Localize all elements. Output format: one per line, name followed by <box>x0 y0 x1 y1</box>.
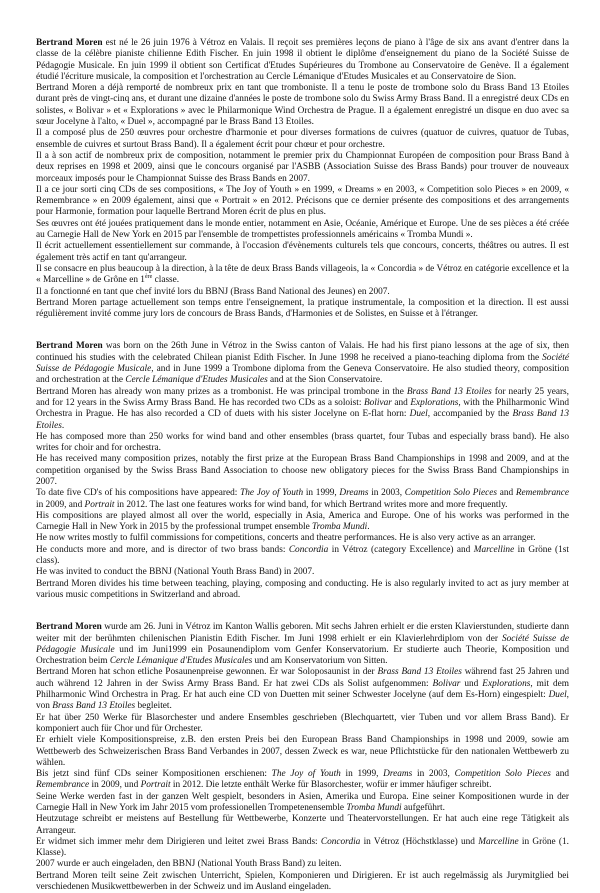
text-run: He was invited to conduct the BBNJ (National Youth Brass Band) in 2007. <box>36 567 315 578</box>
text-run: ère <box>144 274 153 281</box>
work-title: Cercle Lémanique d'Etudes Musicales <box>125 375 268 386</box>
work-title: Dreams <box>339 488 369 499</box>
text-run: and <box>391 397 411 408</box>
text-run: in 2012. The last one features works for wind band, for which Bertrand writes more and more frequently. <box>114 499 508 510</box>
text-run: He has composed more than 250 works for wind band and other ensembles (brass quartet, four Tubas and especially brass band). He also writes for choir and for orchestra. <box>36 431 569 454</box>
text-run: and at the Sion Conservatoire. <box>267 375 383 386</box>
text-run: während fast 25 Jahren und auch während 12 Jahren in der Swiss Army Brass Band. Er hat zwei CDs als Solist aufgenommen: <box>36 667 569 689</box>
text-segment <box>36 488 569 511</box>
text-run: Il a fonctionné en tant que chef invité lors du BBNJ (Brass Band National des Jeunes) en 2007. <box>36 286 390 297</box>
text-segment <box>36 837 569 860</box>
work-title: Competition Solo Pieces <box>454 769 551 780</box>
text-run: Ses œuvres ont été jouées pratiquement dans le monde entier, notamment en Asie, Océanie, Amérique et Europe. Une de ses pièces a été créée au Carnegie Hall de New York en 2015 par l'ensemble de trompettistes professionnels américains « Tromba Mundi ». <box>36 218 569 241</box>
document-body <box>36 38 569 893</box>
text-segment <box>36 859 569 870</box>
text-segment <box>36 341 569 386</box>
text-run: Il écrit actuellement essentiellement sur commande, à l'occasion d'évènements culturels tels que concours, concerts, théâtres ou autres. Il est également très actif en tant qu'arrangeur. <box>36 241 569 263</box>
text-segment <box>36 667 569 712</box>
text-run: was born on the 26th June in Vétroz in the Swiss canton of Valais. He had his first piano lessons at the age of six, then continued his studies with the celebrated Chilean pianist Edith Fischer. In June 1998 he received a piano-teaching diploma from the <box>36 341 570 363</box>
work-title: Brass Band 13 Etoiles <box>36 409 569 431</box>
work-title: Société Suisse de Pédagogie Musicale <box>36 352 569 375</box>
text-run: Il a composé plus de 250 œuvres pour orchestre d'harmonie et pour diverses formations de cuivres (quatuor de cuivres, quatuor de Tubas, ensemble de cuivres et surtout Brass Band). Il a également écrit pour chœur et pour orchestre. <box>36 128 569 150</box>
work-title: Brass Band 13 Etoiles <box>377 667 462 678</box>
work-title: Duel <box>409 409 428 420</box>
work-title: Duel <box>548 690 567 701</box>
paragraph-german <box>36 622 569 893</box>
text-segment <box>36 83 569 128</box>
work-title: Competition Solo Pieces <box>404 488 497 499</box>
text-segment <box>36 387 569 432</box>
text-segment <box>36 792 569 815</box>
work-title: Société Suisse de Pédagogie Musicale <box>36 633 569 655</box>
work-title: Brass Band 13 Etoiles <box>406 386 492 397</box>
text-segment <box>36 871 569 893</box>
text-segment <box>36 151 569 185</box>
text-run: in Vétroz (Höchstklasse) und <box>360 836 479 847</box>
text-run: He now writes mostly to fulfil commissions for competitions, concerts and theatre performances. He is also very active as an arranger. <box>36 533 536 544</box>
text-run: Er hat über 250 Werke für Blasorchester und andere Ensembles geschrieben (Blechquartett, vier Tuben und vor allem Brass Band). Er komponiert auch für Chor und für Orchester. <box>36 712 569 734</box>
text-run: and <box>550 769 570 780</box>
text-segment <box>36 545 569 568</box>
work-title: Bolivar <box>432 678 461 689</box>
text-run: Bertrand Moren has already won many prizes as a trombonist. He was principal trombone in the <box>36 386 407 397</box>
text-run: Heutzutage schreibt er meistens auf Bestellung für Wettbewerbe, Konzerte und Theatervorstellungen. Er hat auch eine rege Tätigkeit als Arrangeur. <box>36 814 569 836</box>
text-run: aufgeführt. <box>401 803 445 813</box>
text-run: . <box>61 420 65 431</box>
text-run: Bis jetzt sind fünf CDs seiner Kompositionen erschienen: <box>36 769 272 780</box>
text-run: und im Juni1999 ein Posaunendiplom vom Genfer Konservatorium. Er studierte auch Theorie, Komposition und Orchestration beim <box>36 644 569 667</box>
text-run: To date five CD's of his compositions have appeared: <box>36 488 241 499</box>
work-title: Dreams <box>383 769 413 780</box>
text-run: classe. <box>152 275 180 286</box>
text-run: in Gröne (1st class). <box>36 544 569 567</box>
text-segment <box>36 298 569 321</box>
work-title: Explorations <box>410 397 459 408</box>
text-run: , accompanied by the <box>427 409 513 420</box>
work-title: Tromba Mundi <box>346 803 402 813</box>
text-segment <box>36 241 569 264</box>
text-segment <box>36 769 569 792</box>
text-segment <box>36 735 569 769</box>
text-run: Il a ce jour sorti cinq CDs de ses compositions, « The Joy of Youth » en 1999, « Dreams » en 2003, « Competition solo Pieces » en 2009, « Remembrance » en 2009 également, ainsi que « Portrait » en 2012. Précisons que ce dernier présente des compositions et des arrangements pour Harmonie, formation pour laquelle Bertrand Moren écrit de plus en plus. <box>36 184 569 218</box>
text-run: , and in June 1999 a Trombone diploma from the Geneva Conservatoire. He also studied theory, composition and orchestration at the <box>36 364 569 386</box>
text-run: est né le 26 juin 1976 à Vétroz en Valais. Il reçoit ses premières leçons de piano à l'âge de six ans avant d'entrer dans la classe de la célèbre pianiste chilienne Edith Fischer. En juin 1998 il obtient le diplôme d'enseignement du piano de la Société Suisse de Pédagogie Musicale. En juin 1999 il obtient son Certificat d'Etudes Supérieures du Trombone au Conservatoire de Genève. Il a également étudié l'écriture musicale, la composition et l'orchestration au Cercle Lémanique d'Etudes Musicales et au Conservatoire de Sion. <box>36 38 569 82</box>
text-run: in 2009, and <box>36 499 85 510</box>
text-run: wurde am 26. Juni in Vétroz im Kanton Wallis geboren. Mit sechs Jahren erhielt er die ersten Klavierstunden, studierte dann weiter mit der berühmten chilenischen Pianistin Edith Fischer. Im Juni 1998 erhielt er ein Klavierlehrdiplom von der <box>36 622 570 644</box>
text-segment <box>36 128 569 151</box>
text-run: und am Konservatorium von Sitten. <box>252 656 388 667</box>
person-name: Bertrand Moren <box>36 341 103 352</box>
text-segment <box>36 567 569 578</box>
work-title: Cercle Lémanique d'Etudes Musicales <box>109 656 253 667</box>
paragraph-french <box>36 38 569 320</box>
work-title: Concordia <box>320 836 361 847</box>
text-segment <box>36 219 569 242</box>
text-run: , mit dem Philharmonic Wind Orchestra in Prag. Er hat auch eine CD von Duetten mit seiner Schwester Jocelyne (auf dem Es-Horn) eingespielt: <box>36 678 569 701</box>
text-run: He has received many composition prizes, notably the first prize at the European Brass Band Championships in 1998 and 2009, and at the competition organised by the Swiss Brass Band Association to choose new obligatory pieces for the Swiss Brass Band Championships in 2007. <box>36 454 569 487</box>
text-run: and <box>496 488 516 499</box>
work-title: Marcelline <box>473 544 515 555</box>
text-segment <box>36 814 569 837</box>
text-run: Bertrand Moren divides his time between teaching, playing, composing and conducting. He is also regularly invited to act as jury member at various music competitions in Switzerland and abroad. <box>36 578 569 600</box>
text-run: Bertrand Moren hat schon etliche Posaunenpreise gewonnen. Er war Soloposaunist in der <box>36 667 378 678</box>
text-run: , von <box>36 690 569 712</box>
work-title: The Joy of Youth <box>271 769 341 780</box>
text-run: 2007 wurde er auch eingeladen, den BBNJ (National Youth Brass Band) zu leiten. <box>36 859 342 870</box>
text-segment <box>36 622 569 667</box>
text-run: He conducts more and more, and is director of two brass bands: <box>36 544 289 555</box>
text-run: in 2003, <box>412 769 455 780</box>
text-run: Er widmet sich immer mehr dem Dirigieren und leitet zwei Brass Bands: <box>36 836 321 847</box>
text-segment <box>36 264 569 287</box>
work-title: Remembrance <box>36 780 90 791</box>
text-run: , with the Philharmonic Wind Orchestra in Prague. He has also recorded a CD of duets with his sister Jocelyne on E-flat horn: <box>36 397 570 420</box>
text-run: His compositions are played almost all over the world, especially in Asia, America and Europe. One of his works was performed in the Carnegie Hall in New York in 2015 by the professional trumpet ensemble <box>36 510 569 533</box>
text-run: Bertrand Moren a déjà remporté de nombreux prix en tant que tromboniste. Il a tenu le poste de trombone solo du Brass Band 13 Etoiles durant près de vingt-cinq ans, et durant une dizaine d'années le poste de trombone solo du Swiss Army Brass Band. Il a enregistré deux CDs en solistes, « Bolivar » et « Explorations » avec le Philarmonique Wind Orchestra de Prague. Il a également enregistré un disque en duo avec sa sœur Jocelyne à l'alto, « Duel », accompagné par le Brass Band 13 Etoiles. <box>36 83 569 128</box>
text-run: in 2009, und <box>89 780 141 791</box>
text-run: in Vétroz (category Excellence) and <box>328 544 474 555</box>
work-title: Portrait <box>140 780 171 791</box>
text-run: in 2012. Die letzte enthält Werke für Blasorchester, wofür er immer häufiger schreibt. <box>170 780 492 791</box>
work-title: Explorations <box>482 678 531 689</box>
text-segment <box>36 432 569 455</box>
text-segment <box>36 185 569 219</box>
text-run: . <box>367 522 370 533</box>
work-title: Concordia <box>288 544 329 555</box>
text-segment <box>36 287 569 298</box>
text-segment <box>36 579 569 602</box>
paragraph-english <box>36 341 569 601</box>
text-run: in 1999, <box>303 488 340 499</box>
text-run: Seine Werke werden fast in der ganzen Welt gespielt, besonders in Asien, Amerika und Europa. Eine seiner Kompositionen wurde in der Carnegie Hall in New York im Jahr 2015 vom professionellen Trompetenensemble <box>36 791 569 813</box>
text-run: in 1999, <box>340 769 384 780</box>
text-segment <box>36 713 569 736</box>
person-name: Bertrand Moren <box>36 622 102 633</box>
text-run: in Gröne (1. Klasse). <box>36 836 569 859</box>
text-run: for nearly 25 years, and for 12 years in the Swiss Army Brass Band. He has recorded two CDs as a soloist: <box>36 386 570 408</box>
person-name: Bertrand Moren <box>36 38 103 48</box>
text-run: und <box>460 678 483 689</box>
text-run: in 2003, <box>368 488 405 499</box>
work-title: Portrait <box>84 499 115 510</box>
text-run: Bertrand Moren partage actuellement son temps entre l'enseignement, la pratique instrumentale, la composition et la direction. Il est aussi régulièrement invité comme jury lors de concours de Brass Bands, d'Harmonies et de Solistes, en Suisse et à l'étranger. <box>36 297 569 320</box>
work-title: Bolivar <box>363 397 392 408</box>
text-segment <box>36 38 569 83</box>
work-title: Marcelline <box>478 836 519 847</box>
work-title: Tromba Mundi <box>312 522 368 533</box>
text-run: Il se consacre en plus beaucoup à la direction, à la tête de deux Brass Bands villageois, la « Concordia » de Vétroz en catégorie excellence et la « Marcelline » de Grône en 1 <box>36 263 569 286</box>
text-segment <box>36 533 569 544</box>
work-title: Remembrance <box>515 488 570 499</box>
text-segment <box>36 454 569 488</box>
work-title: The Joy of Youth <box>240 488 304 499</box>
work-title: Brass Band 13 Etoiles <box>52 701 136 712</box>
text-run: Il a à son actif de nombreux prix de composition, notamment le premier prix du Championnat Européen de composition pour Brass Band à deux reprises en 1998 et 2009, ainsi que le concours organisé par l'ASBB (Association Suisse des Brass Bands) pour trouver de nouveaux morceaux imposés pour le Championnat Suisse des Brass Bands en 2007. <box>36 150 569 184</box>
text-run: Er erhielt viele Kompositionspreise, z.B. den ersten Preis bei den European Brass Band Championships in 1998 und 2009, sowie am Wettbewerb des Schweizerischen Brass Band Verbandes in 2007, dessen Zweck es war, neue Pflichtstücke für den nationalen Wettbewerb zu wählen. <box>36 735 569 768</box>
text-segment <box>36 511 569 534</box>
text-run: Bertrand Moren teilt seine Zeit zwischen Unterricht, Spielen, Komponieren und Dirigieren. Er ist auch regelmässig als Jurymitglied bei verschiedenen Musikwettbewerben in der Schweiz und im Ausland eingeladen. <box>36 870 569 893</box>
text-run: begleitet. <box>135 701 172 712</box>
